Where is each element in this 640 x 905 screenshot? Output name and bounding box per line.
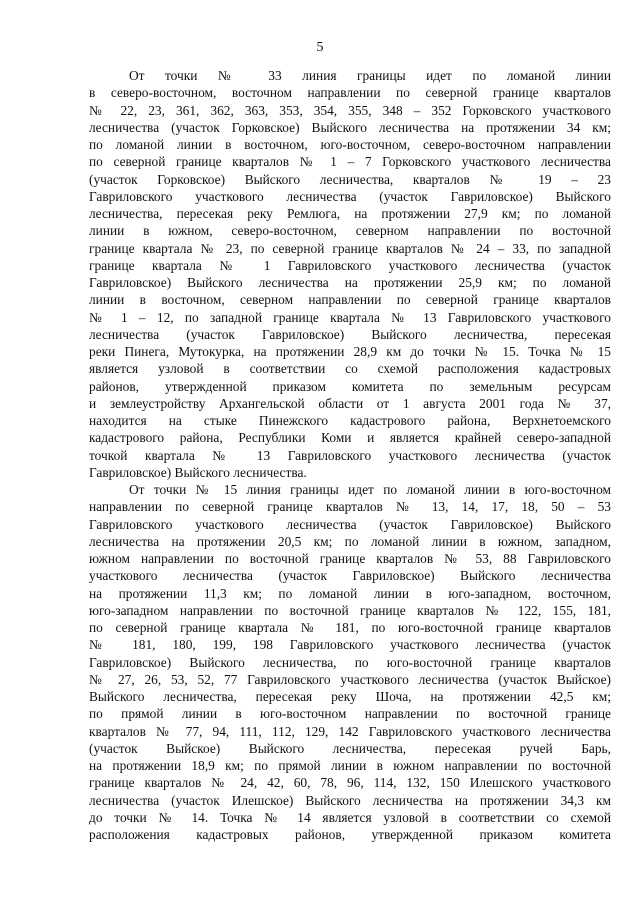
text-line: лесничества (участок Гавриловское) Выйского лесничества, пересекая [89,326,611,342]
text-line: От точки № 33 линия границы идет по ломаной линии [129,68,611,83]
text-line: границе квартала № 1 Гавриловского участкового лесничества (участок [89,257,611,273]
text-line: Гавриловского участкового лесничества (участок Гавриловское) Выйского [89,516,611,532]
text-line: лесничества (участок Илешское) Выйского лесничества на протяжении 34,3 км [89,792,611,808]
text-line: реки Пинега, Мутокурка, на протяжении 28,9 км до точки № 15. Точка № 15 [89,344,611,359]
text-line: № 1 – 12, по западной границе квартала № 13 Гавриловского участкового [89,309,611,325]
text-line: Гавриловское) Выйского лесничества, по юго-восточной границе кварталов [89,654,611,670]
text-line: на протяжении 18,9 км; по прямой линии в южном направлении по восточной [89,758,611,773]
text-line: южном направлении по восточной границе кварталов № 53, 88 Гавриловского [89,551,611,566]
paragraph-point-33 [89,67,611,481]
text-line: линии в южном, северо-восточном, северном направлении по восточной [89,223,611,239]
text-line: по северной границе квартала № 181, по юго-восточной границе кварталов [89,620,611,635]
text-line: № 181, 180, 199, 198 Гавриловского участкового лесничества (участок [89,637,611,653]
text-line: Гавриловского участкового лесничества (участок Гавриловское) Выйского [89,188,611,204]
text-line: Гавриловское) Выйского лесничества на протяжении 25,9 км; по ломаной [89,275,611,290]
text-line: участкового лесничества (участок Гавриловское) Выйского лесничества [89,568,611,584]
text-line: лесничества, пересекая реку Ремлюга, на протяжении 27,9 км; по ломаной [89,206,611,221]
text-line: в северо-восточном, восточном направлении по северной границе кварталов [89,85,611,101]
text-line: юго-западном направлении по восточной границе кварталов № 122, 155, 181, [89,602,611,618]
text-line: линии в восточном, северном направлении по северной границе кварталов [89,292,611,308]
text-line: и землеустройству Архангельской области от 1 августа 2001 года № 37, [89,395,611,411]
text-line: по ломаной линии в восточном, юго-восточном, северо-восточном направлении [89,137,611,152]
text-line: на протяжении 11,3 км; по ломаной линии в юго-западном, восточном, [89,585,611,601]
text-line: расположения кадастровых районов, утвержденной приказом комитета [89,827,611,842]
text-line: лесничества (участок Горковское) Выйского лесничества на протяжении 34 км; [89,119,611,135]
text-line: границе кварталов № 24, 42, 60, 78, 96, 114, 132, 150 Илешского участкового [89,775,611,791]
paragraph-point-15 [89,481,611,843]
text-line: № 22, 23, 361, 362, 363, 353, 354, 355, 348 – 352 Горковского участкового [89,102,611,118]
text-line: Гавриловское) Выйского лесничества. [89,464,307,480]
text-line: кварталов № 77, 94, 111, 112, 129, 142 Гавриловского участкового лесничества [89,723,611,739]
text-line: по северной границе кварталов № 1 – 7 Горковского участкового лесничества [89,154,611,170]
text-line: (участок Выйское) Выйского лесничества, пересекая ручей Барь, [89,740,611,756]
text-line: точкой квартала № 13 Гавриловского участкового лесничества (участок [89,447,611,463]
text-line: районов, утвержденной приказом комитета по земельным ресурсам [89,378,611,394]
page-number: 5 [316,40,324,55]
text-line: Выйского лесничества, пересекая реку Шоча, на протяжении 42,5 км; [89,689,611,704]
text-line: кадастрового района, Республики Коми и является крайней северо-западной [89,430,611,446]
text-line: находится на стыке Пинежского кадастрового района, Верхнетоемского [89,413,611,428]
text-line: до точки № 14. Точка № 14 является узловой в соответствии со схемой [89,809,611,825]
text-line: направлении по северной границе кварталов № 13, 14, 17, 18, 50 – 53 [89,499,611,515]
text-line: является узловой в соответствии со схемой расположения кадастровых [89,361,611,377]
text-line: по прямой линии в юго-восточном направлении по восточной границе [89,706,611,722]
document-body [89,67,611,843]
text-line: От точки № 15 линия границы идет по ломаной линии в юго-восточном [129,482,611,497]
text-line: № 27, 26, 53, 52, 77 Гавриловского участкового лесничества (участок Выйское) [89,671,611,687]
text-line: (участок Горковское) Выйского лесничества, кварталов № 19 – 23 [89,171,611,187]
text-line: границе квартала № 23, по северной границе кварталов № 24 – 33, по западной [89,240,611,256]
text-line: лесничества на протяжении 20,5 км; по ломаной линии в южном, западном, [89,533,611,549]
